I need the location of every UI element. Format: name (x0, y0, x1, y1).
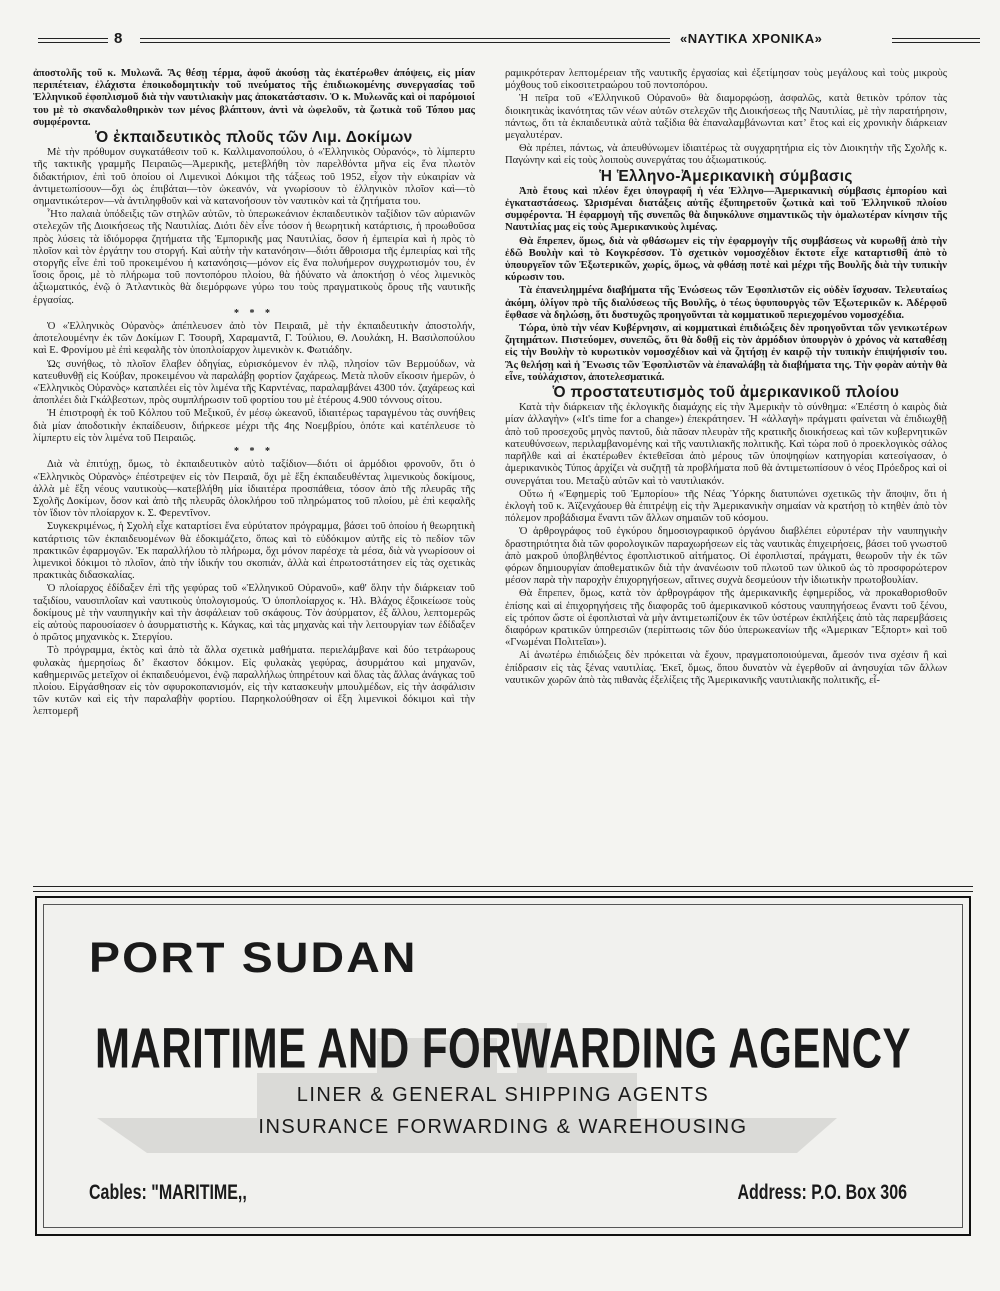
article-paragraph: Ἦτο παλαιὰ ὑπόδειξις τῶν στηλῶν αὐτῶν, τὸ ὑπερωκεάνιον ἐκπαιδευτικὸν ταξίδιον τῶν αὐριανῶν στελεχῶν τῆς Διοικήσεως τῆς Ναυτιλίας. Διότι δὲν εἶνε τόσον ἡ θεωρητικὴ κατάρτισις, ἡ προωθοῦσα πρὸς λύσεις τὰ ἰδιόμορφα ζητήματα τῆς Ἐμπορικῆς μας Ναυτιλίας, ὅσον ἡ ἐμπειρία καὶ ἡ πρὸς τὸ πλοῖον καὶ τὸν ἐργάτην του στοργή. Καὶ αὐτὴν τὴν κατανόησιν—διότι ἄθροισμα τῆς ἐμπειρίας καὶ τῆς στοργῆς εἶνε ἐπὶ τοῦ προκειμένου ἡ κατανόησις—μόνον εἰς ἕνα πολυήμερον συγχρωτισμόν του, ἐν ἴσοις ὅροις, μὲ τὸ πλήρωμα τοῦ ποντοπόρου πλοίου, θὰ ἠδύνατο νὰ ἀποκτήσῃ ὁ νέος λιμενικὸς ἀξιωματικός, ἐνῷ ὁ Ἀτλαντικὸς θὰ διεμόρφωνε γύρω του τοὺς πραγματικοὺς ὅρους τῆς ναυτικῆς ἐργασίας. (33, 209, 475, 306)
article-paragraph: Τὸ πρόγραμμα, ἐκτὸς καὶ ἀπὸ τὰ ἄλλα σχετικὰ μαθήματα. περιελάμβανε καὶ δύο τετράωρους φυλακὰς ἡμερησίως διʼ ἕκαστον δόκιμον. Εἰς φυλακὰς γεφύρας, ἀσυρμάτου καὶ μηχανῶν, καθημερινῶς μετεῖχον οἱ ἐκπαιδευόμενοι, ἐνῷ παραλλήλως ὑπηρέτουν καὶ ὅλας τὰς ἄλλας ἀνάγκας τοῦ πλοίου. Εἰργάσθησαν εἰς τὸν σφυροκοπανισμόν, εἰς τὴν κατασκευὴν μπουλμέδων, εἰς τὴν ἀσφάλισιν τῶν κυτῶν καὶ εἰς τὴν παραλαβὴν φορτίου. Παρηκολούθησαν οἱ ἕξη λιμενικοὶ δόκιμοι καὶ τὴν λεπτομερῆ (33, 645, 475, 718)
magazine-title: «ΝΑΥΤΙΚΑ ΧΡΟΝΙΚΑ» (680, 31, 823, 46)
article-paragraph: Διὰ νὰ ἐπιτύχῃ, ὅμως, τὸ ἐκπαιδευτικὸν αὐτὸ ταξίδιον—διότι οἱ ἁρμόδιοι φρονοῦν, ὅτι ὁ «Ἑλληνικὸς Οὐρανὸς» ἐπέστρεψεν εἰς τὸν Πειραιᾶ, ὄχι μὲ ἕξη ἐκπαιδευθέντας λιμενικοὺς δοκίμους, ἀλλὰ μὲ ἕξη νέους ναυτικοὺς—κατεβλήθη μία ἰδιαιτέρα προσπάθεια, τόσον ἀπὸ τῆς πλευρᾶς τῆς Σχολῆς Δοκίμων, ὅσον καὶ ἀπὸ τῆς πλευρᾶς ὁλοκλήρου τοῦ πληρώματος τοῦ πλοίου, μὲ ἐπὶ κεφαλῆς τὸν ἴδιον τὸν πλοίαρχον κ. Σ. Φερεντῖνον. (33, 459, 475, 520)
article-paragraph: Θὰ πρέπει, πάντως, νὰ ἀπευθύνωμεν ἰδιαιτέρως τὰ συγχαρητήρια εἰς τὸν Διοικητὴν τῆς Σχολῆς κ. Παγώνην καὶ εἰς τοὺς λοιποὺς συνεργάτας του ἀξιωματικούς. (505, 143, 947, 167)
left-column (33, 68, 475, 720)
ad-cables: Cables: "MARITIME,, (89, 1182, 247, 1205)
article-paragraph: Ὁ ἀρθρογράφος τοῦ ἐγκύρου δημοσιογραφικοῦ ὀργάνου διαβλέπει εὐρυτέραν τὴν ναυπηγικὴν δραστηριότητα διὰ τῶν φορολογικῶν παραχωρήσεων εἰς τὰς ναυτικὰς ἐπιχειρήσεις, βάσει τοῦ γνωστοῦ ἀπὸ μακροῦ ὑποβληθέντος ἐφοπλιστικοῦ αἰτήματος. Οἱ ἐφοπλισταί, πράγματι, θεωροῦν τὴν ἐκ τῶν φόρων δημιουργίαν ἀποθεματικῶν διὰ τὴν ἀνανέωσιν τοῦ πλωτοῦ των ὑλικοῦ ὡς τὸ προσφορώτερον μέσον παρὰ τὴν παροχὴν ἐπιχορηγήσεων, αἵτινες συχνὰ δεσμεύουν τὴν ἰδιωτικὴν πρωτοβουλίαν. (505, 526, 947, 587)
article-paragraph: Κατὰ τὴν διάρκειαν τῆς ἐκλογικῆς διαμάχης εἰς τὴν Ἀμερικὴν τὸ σύνθημα: «Ἐπέστη ὁ καιρὸς διὰ μίαν ἀλλαγὴν» («It's time for a change») ἐπεκράτησεν. Ἡ «ἀλλαγὴ» πράγματι φαίνεται νὰ ἐπιδιωχθῇ ἀπὸ τοῦ προσεχοῦς μηνὸς παντοῦ, διὰ πᾶσαν πλευρὰν τῆς κρατικῆς διοικήσεως καὶ τῶν κυβερνητικῶν κατευθύνσεων, περιλαμβανομένης καὶ τῆς ναυτιλιακῆς πολιτικῆς. Καὶ τώρα ποῦ ὁ προεκλογικὸς σάλος παρῆλθε καὶ αἱ ἑκατέρωθεν ἐκτεθεῖσαι ἀπὸ μέρους τῶν ὑποψηφίων κατηγορίαι κατεσίγασαν, ὁ ἀμερικανικὸς Τύπος ἀρχίζει νὰ συζητῇ τὰ προβλήματα ποῦ θὰ ἀντιμετωπίσουν ὁ νέος Πρόεδρος καὶ οἱ συνεργάται του. Μεταξὺ αὐτῶν καὶ τὸ ναυτιλιακόν. (505, 402, 947, 487)
article-paragraph: Ὁ πλοίαρχος ἐδίδαξεν ἐπὶ τῆς γεφύρας τοῦ «Ἑλληνικοῦ Οὐρανοῦ», καθ' ὅλην τὴν διάρκειαν τοῦ ταξιδίου, ναυσιπλοΐαν καὶ ναυτικοὺς ὑπολογισμούς. Ὁ ὑποπλοίαρχος κ. Ἠλ. Βλάχος ἐξοικείωσε τοὺς δοκίμους μὲ τὴν ναυπηγικὴν καὶ τὴν ἀσφάλειαν τοῦ σκάφους. Τὸν ἀσύρματον, ἐξ ἄλλου, λεπτομερῶς εἰς αὐτοὺς παρουσίασεν ὁ ἀσυρματιστὴς κ. Κάγκας, καὶ τὰς μηχανὰς καὶ τὴν λειτουργίαν των ἐδίδαξεν ὁ πρῶτος μηχανικὸς κ. Στεργίου. (33, 583, 475, 644)
article-paragraph: ραμικρότεραν λεπτομέρειαν τῆς ναυτικῆς ἐργασίας καὶ ἐξετίμησαν τοὺς μεγάλους καὶ τοὺς μικροὺς μόχθους τοῦ εἰκοσιτετραώρου τοῦ ποντοπόρου. (505, 68, 947, 92)
page-header (30, 30, 975, 52)
article-paragraph: Ἡ ἐπιστροφὴ ἐκ τοῦ Κόλπου τοῦ Μεξικοῦ, ἐν μέσῳ ὠκεανοῦ, ἰδιαιτέρως ταραγμένου τὰς συνήθεις διὰ μίαν ἀποδοτικὴν ἐκπαίδευσιν, διήρκεσε μέχρι τῆς 4ης Νοεμβρίου, ὁπότε καὶ κατέπλευσε τὸ λίμπερτυ εἰς τὸν λιμένα τοῦ Πειραιῶς. (33, 408, 475, 444)
article-paragraph: Τὰ ἐπανειλημμένα διαβήματα τῆς Ἑνώσεως τῶν Ἐφοπλιστῶν εἰς οὐδὲν ἴσχυσαν. Τελευταίως ἀκόμη, ὀλίγον πρὸ τῆς διαλύσεως τῆς Βουλῆς, ὁ τέως ὑφυπουργὸς τῶν Ἐξωτερικῶν κ. Ἀδέρφοῦ ἔφθασε νὰ δηλώσῃ, ὅτι δυστυχῶς προηγοῦνται τὰ κομματικοῦ περιεχομένου νομοσχέδια. (505, 285, 947, 321)
article-paragraph: Ἡ πεῖρα τοῦ «Ἑλληνικοῦ Οὐρανοῦ» θὰ διαμορφώσῃ, ἀσφαλῶς, κατὰ θετικὸν τρόπον τὰς διοικητικὰς ἱκανότητας τῶν νέων αὐτῶν στελεχῶν τῆς Διοικήσεως τῆς Ναυτιλίας, μὲ τὴν παρατήρησιν, πάντως, ὅτι τὰ ἐκπαιδευτικὰ αὐτὰ ταξίδια θὰ ἐπαναλαμβάνωνται κατʼ ἔτος καὶ εἰς χρονικὴν διάρκειαν μεγαλυτέραν. (505, 93, 947, 142)
ad-address: Address: P.O. Box 306 (737, 1182, 907, 1205)
ad-title: PORT SUDAN (89, 934, 418, 982)
page-number: 8 (114, 30, 123, 47)
intro-paragraph: ἀποστολῆς τοῦ κ. Μυλωνᾶ. Ἂς θέσῃ τέρμα, ἀφοῦ ἀκούσῃ τὰς ἑκατέρωθεν ἀπόψεις, εἰς μίαν περιπέτειαν, ἐλάχιστα ἐποικοδομητικὴν τοῦ πνεύματος τῆς ἐπιδιωκομένης συνεργασίας τοῦ Ἑλληνικοῦ ἐφοπλισμοῦ διὰ τὴν ναυτιλιακὴν μας ἀποκατάστασιν. Ὁ κ. Μυλωνᾶς καὶ οἱ παρόμοιοί του μὲ τὸ σκανδαλοθηρικὸν των μένος βλάπτουν, ἀντὶ νὰ ὠφελοῦν, τὰ ζωτικὰ τοῦ Τόπου μας συμφέροντα. (33, 68, 475, 128)
article-paragraph: Ἀπὸ ἔτους καὶ πλέον ἔχει ὑπογραφῆ ἡ νέα Ἑλληνο—Ἀμερικανικὴ σύμβασις ἐμπορίου καὶ ἐγκαταστάσεως. Ὡρισμέναι διατάξεις αὐτῆς ἐξυπηρετοῦν ζωτικὰ καὶ τοῦ Ἑλληνικοῦ πλοίου συμφέροντα. Ἡ ἐφαρμογὴ τῆς συνεπῶς θὰ διηυκόλυνε σημαντικῶς τὴν ὁμαλωτέραν κίνησιν τῆς Ναυτιλίας μας εἰς τοὺς Ἀμερικανικοὺς λιμένας. (505, 185, 947, 234)
heading-greek-american-treaty: Ἡ Ἑλληνο-Ἀμερικανικὴ σύμβασις (599, 167, 853, 185)
advertisement-box (35, 896, 971, 1236)
article-paragraph: Ὁ «Ἑλληνικὸς Οὐρανὸς» ἀπέπλευσεν ἀπὸ τὸν Πειραιᾶ, μὲ τὴν ἐκπαιδευτικὴν ἀποστολήν, ἀποτελουμένην ἐκ τῶν Δοκίμων Γ. Τσουρῆ, Χαραμαντᾶ, Γ. Τούλιου, Θ. Λουλάκη, Η. Βασιλοπούλου καὶ Ε. Φρονίμου μὲ ἐπὶ κεφαλῆς τὸν ὑποπλοίαρχον λιμενικὸν κ. Φωτιάδην. (33, 321, 475, 357)
header-rule-left (38, 38, 108, 43)
article-paragraph: Ὡς συνήθως, τὸ πλοῖον ἔλαβεν ὁδηγίας, εὑρισκόμενον ἐν πλῷ, πλησίον τῶν Βερμούδων, νὰ κατευθυνθῇ εἰς Κούβαν, προκειμένου νὰ παραλάβῃ φορτίον ζαχάρεως. Μετὰ πλοῦν εἴκοσιν ἡμερῶν, ὁ «Ἑλληνικὸς Οὐρανὸς» καταπλέει εἰς τὸν λιμένα τῆς Καρντένας, παραλαμβάνει 4300 τόν. ζαχάρεως καὶ ἀποπλέει διὰ Γκάλβεστων, πρὸς συμπλήρωσιν τοῦ φορτίου του μὲ ἑτέρους 4.900 τόννους σίτου. (33, 358, 475, 407)
ad-services-line-2: INSURANCE FORWARDING & WAREHOUSING (258, 1116, 748, 1138)
heading-training-voyage: Ὁ ἐκπαιδευτικὸς πλοῦς τῶν Λιμ. Δοκίμων (95, 129, 413, 147)
right-column (505, 68, 947, 688)
ad-agency-name: MARITIME AND FORWARDING AGENCY (94, 1016, 912, 1080)
article-paragraph: Τώρα, ὑπὸ τὴν νέαν Κυβέρνησιν, αἱ κομματικαὶ ἐπιδιώξεις δὲν προηγοῦνται τῶν γενικωτέρων ζητημάτων. Πιστεύομεν, συνεπῶς, ὅτι θὰ δοθῇ εἰς τὸν ἁρμόδιον ὑπουργὸν ὁ χρόνος νὰ καταθέσῃ εἰς τὴν Βουλὴν τὸ κυρωτικὸν νομοσχέδιον καὶ νὰ ζητήσῃ ἐν καιρῷ τὴν τυπικὴν ἐπιψήφισίν του. Ἂς θελήσῃ καὶ ἡ Ἕνωσις τῶν Ἐφοπλιστῶν νὰ ἐπαναλάβῃ τὰ διαβήματα της. Τὴν φορὰν αὐτὴν θὰ εἶνε, τοὐλάχιστον, ἀποτελεσματικά. (505, 323, 947, 383)
advertisement-top-rule (33, 886, 973, 892)
section-separator: * * * (234, 446, 274, 458)
ad-services-line-1: LINER & GENERAL SHIPPING AGENTS (296, 1084, 710, 1106)
article-paragraph: Αἱ ἀνωτέρω ἐπιδιώξεις δὲν πρόκειται νὰ ἔχουν, πραγματοποιούμεναι, ἄμεσόν τινα σχέσιν ἢ καὶ ἐπίδρασιν εἰς τὰς ξένας ναυτιλίας. Ἐκεῖ, ὅμως, ὅπου δυνατὸν νὰ ἐγερθοῦν αἱ ἀνησυχίαι τῶν ἄλλων ναυτικῶν χωρῶν ἀπὸ τὰς πιθανὰς ἐξελίξεις τῆς Ἀμερικανικῆς ναυτιλιακῆς πολιτικῆς, εἶ- (505, 650, 947, 686)
header-rule-middle (140, 38, 670, 43)
article-paragraph: Μὲ τὴν πρόθυμον συγκατάθεσιν τοῦ κ. Καλλιμανοπούλου, ὁ «Ἑλληνικὸς Οὐρανός», τὸ λίμπερτυ τῆς τακτικῆς γραμμῆς Πειραιῶς—Ἀμερικῆς, μετεβλήθη τὸν παρελθόντα μῆνα εἰς ἕνα πλωτὸν διδακτήριον, ἐπὶ τοῦ ὁποίου οἱ Λιμενικοὶ Δόκιμοι τῆς τάξεως τοῦ 1952, εἶχον τὴν εὐκαιρίαν νὰ ἀντιμετωπίσουν—ὄχι ὡς ἐπιβάται—τὸν ὠκεανόν, νὰ γνωρίσουν τὸ ἑλληνικὸν πλοῖον καὶ—τὸ σημαντικώτερον—νὰ ἀντιληφθοῦν καὶ νὰ κατανοήσουν τὸν ναυτικὸν καὶ τὰ ζητήματα του. (33, 147, 475, 208)
article-paragraph: Οὕτω ἡ «Ἐφημερὶς τοῦ Ἐμπορίου» τῆς Νέας Ὑόρκης διατυπώνει σχετικῶς τὴν ἄποψιν, ὅτι ἡ ἐκλογὴ τοῦ κ. Ἀϊζενχάουερ θὰ ἐπιτρέψῃ εἰς τὴν Ἀμερικανικὴν σημαίαν νὰ κρατήσῃ τὸ κτηθὲν ἀπὸ τὸν πόλεμον προβάδισμα ἔναντι τῶν ἄλλων σημαιῶν τοῦ κόσμου. (505, 488, 947, 525)
heading-american-protectionism: Ὁ προστατευτισμὸς τοῦ ἀμερικανικοῦ πλοίου (552, 384, 900, 402)
article-paragraph: Θὰ ἔπρεπεν, ὅμως, κατὰ τὸν ἀρθρογράφον τῆς ἀμερικανικῆς ἐφημερίδος, νὰ προκαθορισθοῦν ἐπίσης καὶ αἱ ἐπιχορηγήσεις τῆς διαφορᾶς τοῦ ἀμερικανικοῦ κόστους ναυπηγήσεως ἔναντι τοῦ ξένου, εἰς τρόπον ὥστε οἱ ἐφοπλισταὶ νὰ μὴν ἀντιμετωπίζουν ἐκ τῶν ὑστέρων ἐκπλήξεις ἀπὸ τὰς παρεμβάσεις διαφόρων κρατικῶν ὑπηρεσιῶν (περίπτωσις τῶν δύο ὑπερωκεανίων τῆς «Ἀμερικαν Ἔξπορτ» καὶ τοῦ «Γνωμέναι Πολιτεῖαι»). (505, 588, 947, 649)
section-separator: * * * (234, 307, 274, 319)
header-rule-right (892, 38, 980, 43)
article-paragraph: Θὰ ἔπρεπεν, ὅμως, διὰ νὰ φθάσωμεν εἰς τὴν ἐφαρμογὴν τῆς συμβάσεως νὰ κυρωθῇ ἀπὸ τὴν ἐδῶ Βουλὴν καὶ τὸ Κογκρέσσον. Τὸ σχετικὸν νομοσχέδιον ἔκτοτε εἶχε καταρτισθῆ ἀπὸ τὸ ὑπουργεῖον τῶν Ἐξωτερικῶν, χωρίς, ὅμως, νὰ φθάσῃ ποτὲ καὶ μέχρι τῆς Βουλῆς διὰ τὴν τυπικὴν κύρωσιν του. (505, 235, 947, 284)
article-paragraph: Συγκεκριμένως, ἡ Σχολὴ εἶχε καταρτίσει ἕνα εὐρύτατον πρόγραμμα, βάσει τοῦ ὁποίου ἡ θεωρητικὴ κατάρτισις τῶν ἐκπαιδευομένων θὰ ἐδοκιμάζετο, ὅπως καὶ τὸ εὐδόκιμον αὐτῆς εἰς τὸ πεδίον τῶν πρακτικῶν ἐφαρμογῶν. Ἐκ παραλλήλου τὸ πλήρωμα, ὄχι μόνον παρέσχε τὰ μέσα, διὰ νὰ γνωρίσουν οἱ λιμενικοὶ δόκιμοι τὸ πλοῖον, ἀπὸ τὴν ἰδικήν του σκοπιάν, ἀλλὰ καὶ ἐπρωτοστάτησεν εἰς τὰς σχετικὰς πρακτικὰς διδασκαλίας. (33, 521, 475, 582)
